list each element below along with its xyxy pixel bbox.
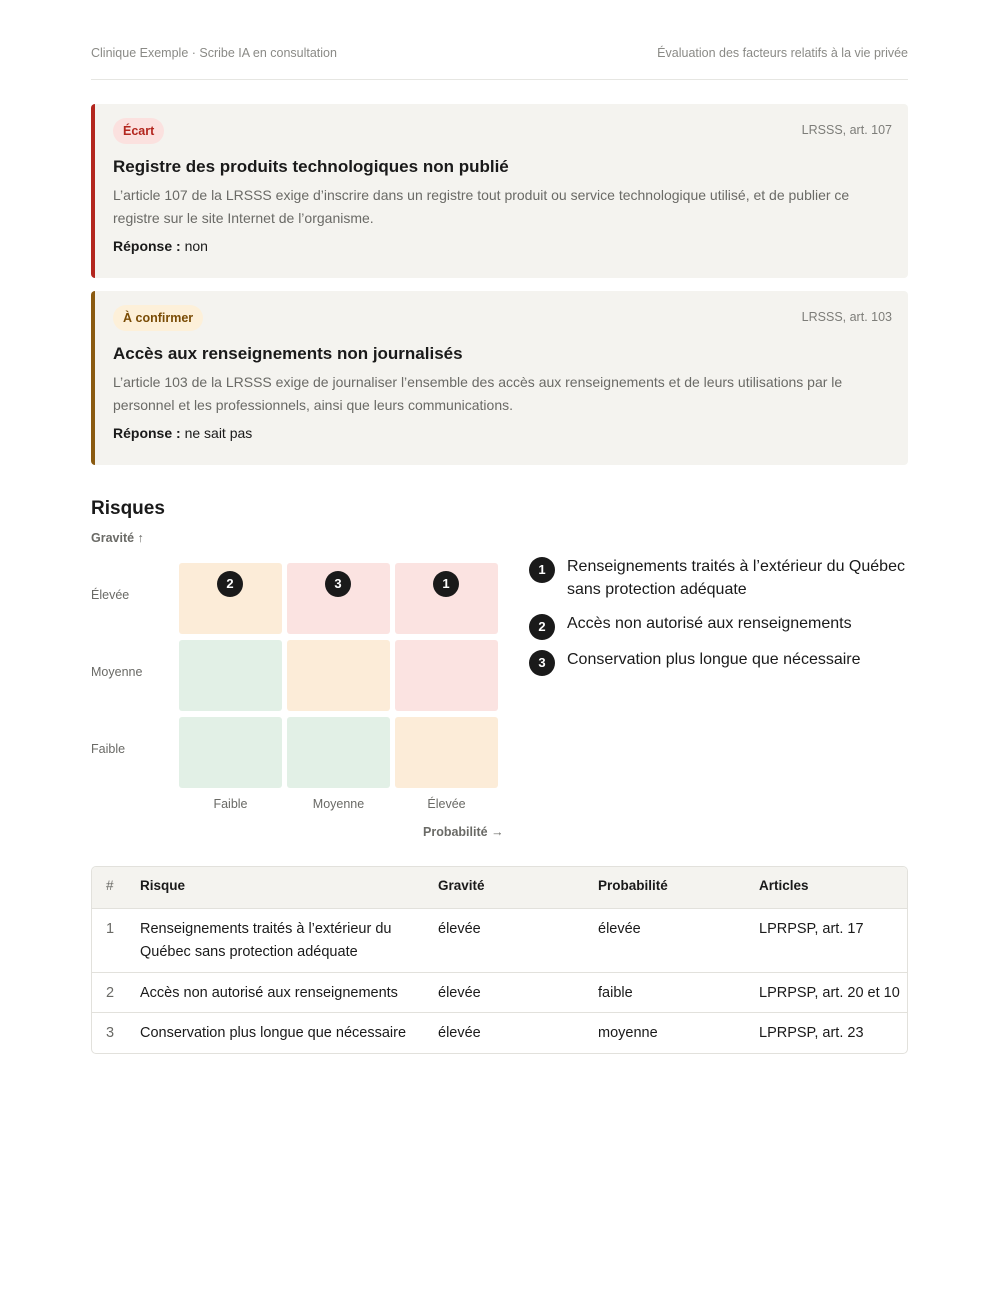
column-header-gravity: Gravité [438,878,485,893]
matrix-cell-medium-medium [287,640,390,711]
col-label-low: Faible [213,797,248,811]
row-articles: LPRPSP, art. 20 et 10 [759,985,900,1001]
finding-card-gap [91,104,908,278]
row-gravity: élevée [438,985,481,1001]
risk-table [91,866,908,1054]
table-row [92,973,907,1013]
matrix-cell-low-low [179,717,282,788]
finding-description: L’article 103 de la LRSSS exige de journaliser l’ensemble des accès aux renseignements et de leurs utilisations par le personnel et les professionnels, ainsi que leurs communications. [113,374,843,413]
finding-answer [113,238,208,254]
risk-marker-2: 2 [217,571,243,597]
finding-title: Accès aux renseignements non journalisés [113,344,463,363]
matrix-cell-high-high [395,563,498,634]
answer-value: ne sait pas [184,425,253,441]
finding-answer [113,425,252,441]
row-label-high: Élevée [91,588,130,602]
col-label-high: Élevée [427,797,466,811]
table-row [92,1013,907,1053]
answer-label: Réponse : [113,425,181,441]
matrix-cell-high-medium [287,563,390,634]
legend-text: Conservation plus longue que nécessaire [567,651,861,668]
row-gravity: élevée [438,1025,481,1041]
finding-reference: LRSSS, art. 103 [801,310,892,324]
legend-number: 1 [529,557,555,583]
matrix-cell-low-high [395,717,498,788]
row-risk: Conservation plus longue que nécessaire [140,1025,407,1041]
answer-value: non [184,238,208,254]
legend-text: Renseignements traités à l’extérieur du Québec sans protection adéquate [567,558,905,598]
finding-description: L’article 107 de la LRSSS exige d’inscrire dans un registre tout produit ou service technologique utilisé, et de publier ce registre sur le site Internet de l’organisme. [113,187,850,226]
legend-text: Accès non autorisé aux renseignements [567,615,852,632]
column-header-risk: Risque [140,878,186,893]
row-label-medium: Moyenne [91,665,143,679]
risk-marker-3: 3 [325,571,351,597]
row-gravity: élevée [438,921,481,937]
row-label-low: Faible [91,742,126,756]
row-probability: élevée [598,921,641,937]
status-badge-gap: Écart [113,118,164,144]
table-header-row [92,867,907,909]
page-header [91,46,908,80]
matrix-cell-medium-high [395,640,498,711]
matrix-cell-medium-low [179,640,282,711]
matrix-cell-high-low [179,563,282,634]
row-risk: Accès non autorisé aux renseignements [140,985,398,1001]
finding-reference: LRSSS, art. 107 [801,123,892,137]
row-number: 2 [106,985,115,1001]
legend-number: 3 [529,650,555,676]
row-probability: faible [598,985,633,1001]
risk-marker-1: 1 [433,571,459,597]
row-risk: Renseignements traités à l’extérieur du Québec sans protection adéquate [140,921,392,960]
column-header-articles: Articles [759,878,809,893]
row-number: 1 [106,921,115,937]
finding-title: Registre des produits technologiques non publié [113,157,509,176]
col-label-medium: Moyenne [312,797,365,811]
row-number: 3 [106,1025,115,1041]
gravity-axis-title: Gravité ↑ [91,531,144,545]
table-row [92,909,907,973]
header-document-title: Évaluation des facteurs relatifs à la vie privée [657,46,908,60]
row-articles: LPRPSP, art. 23 [759,1025,864,1041]
row-articles: LPRPSP, art. 17 [759,921,864,937]
column-header-probability: Probabilité [598,878,668,893]
matrix-cell-low-medium [287,717,390,788]
column-header-number: # [106,878,114,893]
status-badge-to-confirm: À confirmer [113,305,203,331]
probability-axis-title: Probabilité → [423,825,504,839]
finding-card-to-confirm [91,291,908,465]
risks-section-title: Risques [91,498,165,519]
answer-label: Réponse : [113,238,181,254]
legend-number: 2 [529,614,555,640]
header-organization: Clinique Exemple · Scribe IA en consultation [91,46,337,60]
row-probability: moyenne [598,1025,658,1041]
